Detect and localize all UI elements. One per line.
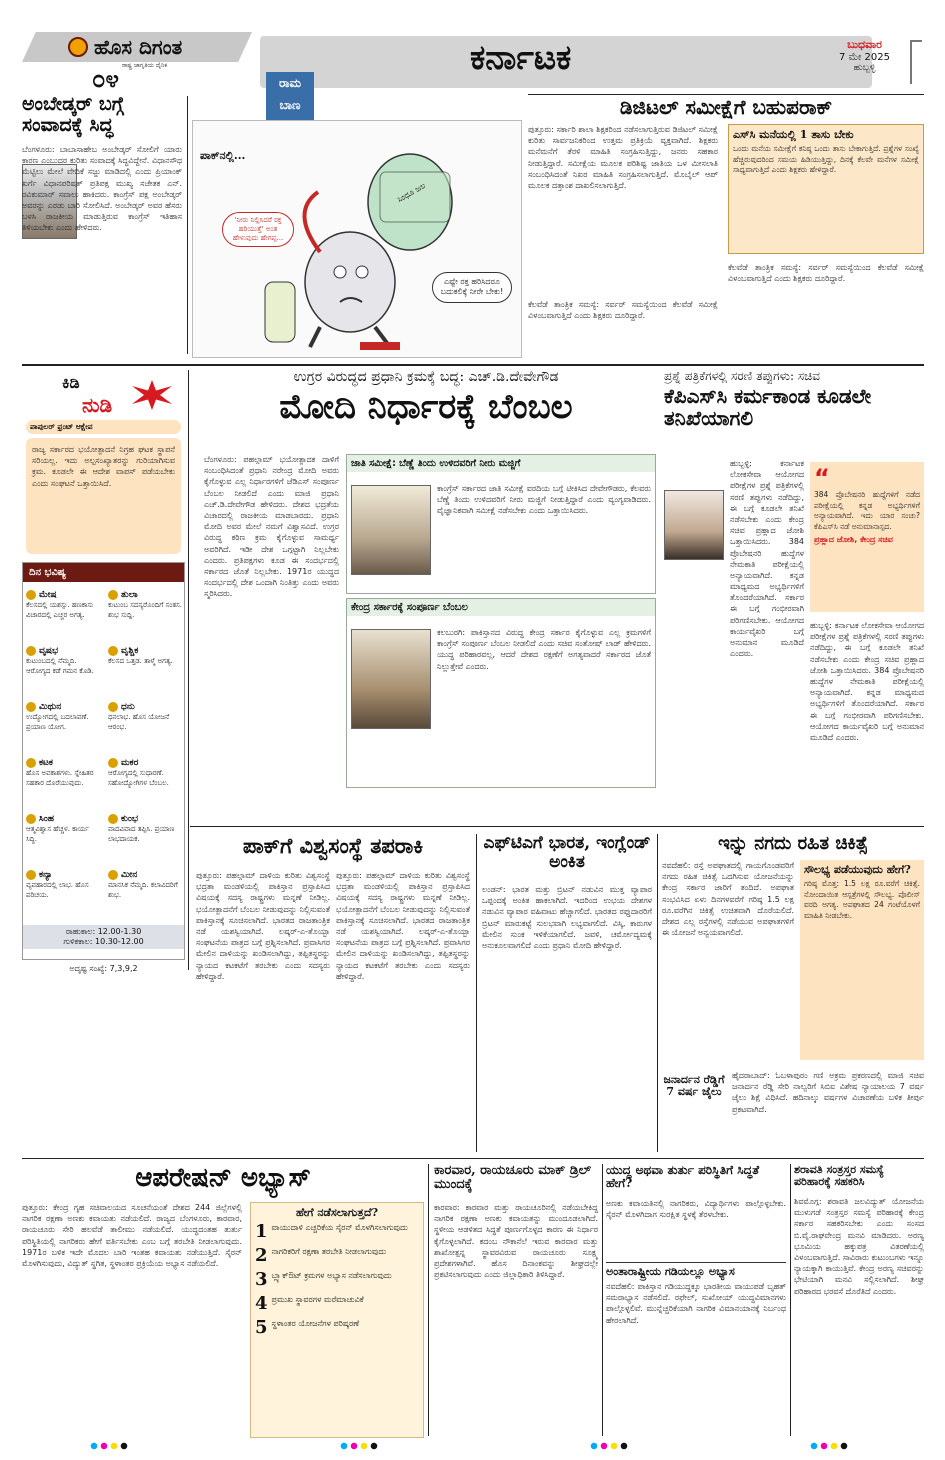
ramabaana-tag <box>266 72 314 120</box>
zodiac-icon <box>108 702 118 712</box>
modi-story <box>196 370 656 818</box>
guli-text: ಗುಳಿಕಕಾಲ: 10.30-12.00 <box>63 937 144 946</box>
horoscope-entry <box>108 701 182 755</box>
col-divider-2 <box>188 370 189 970</box>
modi-headline: ಮೋದಿ ನಿರ್ಧಾರಕ್ಕೆ ಬೆಂಬಲ <box>279 387 573 428</box>
digital-survey-story <box>528 94 924 356</box>
step-text: ಬ್ಲ್ಯಾಕ್‌ಔಟ್ ಕ್ರಮಗಳ ಅಭ್ಯಾಸ ನಡೆಸಲಾಗುವುದು <box>271 1271 392 1281</box>
cartoon-caption: ಪಾಕ್‌ನಲ್ಲಿ... <box>200 149 246 162</box>
zodiac-text: ಧನಲಾಭ. ಹೊಸ ಯೋಜನೆ ಆರಂಭ. <box>108 713 170 731</box>
caste-headline: ಜಾತಿ ಸಮೀಕ್ಷೆ: ಬೆಣ್ಣೆ ತಿಂದು ಉಳಿದವರಿಗೆ ನೀರು ಮಜ್ಜಿಗೆ <box>347 455 655 472</box>
ambedkar-body: ಬೆಂಗಳೂರು: ಬಾಬಾಸಾಹೇಬ ಅಂಬೇಡ್ಕರ್ ಸೋಲಿಗೆ ಯಾರು ಕಾರಣ ಎಂಬುದರ ಕುರಿತು ಸಂವಾದಕ್ಕೆ ಸಿದ್ಧವಿದ್ದೇನೆ. ವಿಧಾನಸೌಧ ಮೆಟ್ಟಿಲು ಮೇಲೆ ವೇದಿಕೆ ಸಜ್ಜು ಮಾಡಿದಲ್ಲಿ ಎಂದು ಪ್ರಿಯಾಂಕ್ ಖರ್ಗೆ ವಿಧಾನಪರಿಷತ್ ಪ್ರತಿಪಕ್ಷ ಮುಖ್ಯ ಸಚೇತಕ ಎನ್. ರವಿಕುಮಾರ್ ಸವಾಲು ಹಾಕಿದರು. ಕಾಂಗ್ರೆಸ್ ಪಕ್ಷ ಅಂಬೇಡ್ಕರ್ ಅವರನ್ನು ಎರಡು ಬಾರಿ ಸೋಲಿಸಿದೆ. ಅಂಬೇಡ್ಕರ್ ಅವರ ಹೆಸರು ಬಳಸಿ ರಾಜಕೀಯ ಮಾಡುತ್ತಿರುವ ಕಾಂಗ್ರೆಸ್ ಇತಿಹಾಸ ತಿಳಿಯಬೇಕು ಎಂದು ಹೇಳಿದರು. <box>22 145 182 233</box>
zodiac-name: ಸಿಂಹ <box>26 813 102 825</box>
janardhan-story <box>662 1070 924 1154</box>
horoscope-entry <box>108 645 182 699</box>
edition-city: ಹುಬ್ಬಳ್ಳಿ <box>853 63 876 73</box>
center-body: ಕಲಬುರಗಿ: ಪಾಕಿಸ್ತಾನದ ವಿರುದ್ಧ ಕೇಂದ್ರ ಸರ್ಕಾರ ಕೈಗೊಳ್ಳುವ ಎಲ್ಲ ಕ್ರಮಗಳಿಗೆ ಕಾಂಗ್ರೆಸ್ ಸಂಪೂರ್ಣ ಬೆಂಬಲ ನೀಡಲಿದೆ ಎಂದು ಸಚಿವ ಸಂತೋಷ್ ಲಾಡ್ ಹೇಳಿದರು. ಯುದ್ಧ ಪರಿಹಾರವಲ್ಲ, ಆದರೆ ದೇಶದ ರಕ್ಷಣೆಗೆ ಅಗತ್ಯವಾದರೆ ಸರ್ಕಾರದ ಜೊತೆ ನಿಲ್ಲುತ್ತೇವೆ ಎಂದರು. <box>437 628 651 671</box>
cmyk-dots-1 <box>90 1442 130 1450</box>
zodiac-text: ಉದ್ಯೋಗದಲ್ಲಿ ಬದಲಾವಣೆ. ಪ್ರಯಾಣ ಯೋಗ. <box>26 713 89 731</box>
devegowda-photo <box>351 485 431 575</box>
kpsc-headline: ಕೆಪಿಎಸ್‌ಸಿ ಕರ್ಮಕಾಂಡ ಕೂಡಲೇ ತನಿಖೆಯಾಗಲಿ <box>664 384 872 431</box>
step-text: ವಾಯುದಾಳಿ ಎಚ್ಚರಿಕೆಯ ಸೈರನ್ ಮೊಳಗಿಸಲಾಗುವುದು <box>271 1223 408 1233</box>
pak-story <box>196 834 470 1154</box>
brand-tagline: ರಾಷ್ಟ್ರ ಜಾಗೃತಿಯ ದೈನಿಕ <box>122 62 168 69</box>
kpsc-story <box>664 370 924 818</box>
zodiac-text: ಕುಟುಂಬ ಸದಸ್ಯರೊಂದಿಗೆ ಸಂತಸ. ಶುಭ ಸುದ್ದಿ. <box>108 601 182 619</box>
horoscope-entry <box>108 869 182 923</box>
corner-ornament <box>910 40 922 84</box>
janardhan-body: ಹೈದರಾಬಾದ್: ಓಬಳಾಪುರಂ ಗಣಿ ಅಕ್ರಮ ಪ್ರಕರಣದಲ್ಲಿ ಮಾಜಿ ಸಚಿವ ಜನಾರ್ದನ ರೆಡ್ಡಿ ಸೇರಿ ನಾಲ್ವರಿಗೆ ಸಿಬಿಐ ವಿಶೇಷ ನ್ಯಾಯಾಲಯ 7 ವರ್ಷ ಜೈಲು ಶಿಕ್ಷೆ ವಿಧಿಸಿದೆ. ಹದಿನಾಲ್ಕು ವರ್ಷಗಳ ವಿಚಾರಣೆಯ ಬಳಿಕ ತೀರ್ಪು ಪ್ರಕಟವಾಗಿದೆ. <box>732 1071 924 1114</box>
col-divider-5 <box>428 1164 429 1436</box>
cmyk-dots-3 <box>590 1442 630 1450</box>
top-rule <box>528 94 924 95</box>
kidi-label: ಕಿಡಿ <box>62 373 80 392</box>
kpsc-kicker: ಪ್ರಶ್ನೆ ಪತ್ರಿಕೆಗಳಲ್ಲಿ ಸರಣಿ ತಪ್ಪುಗಳು: ಸಚಿವ <box>664 369 820 383</box>
zodiac-icon <box>108 870 118 880</box>
caste-body: ಕಾಂಗ್ರೆಸ್ ಸರ್ಕಾರದ ಜಾತಿ ಸಮೀಕ್ಷೆ ವರದಿಯ ಬಗ್ಗೆ ಟೀಕಿಸಿದ ದೇವೇಗೌಡರು, ಕೆಲವರು ಬೆಣ್ಣೆ ತಿಂದು ಉಳಿದವರಿಗೆ ನೀರು ಮಜ್ಜಿಗೆ ನೀಡುತ್ತಿದ್ದಾರೆ ಎಂದು ವ್ಯಂಗ್ಯವಾಡಿದರು. ವೈಜ್ಞಾನಿಕವಾಗಿ ಸಮೀಕ್ಷೆ ನಡೆಸಬೇಕು ಎಂದು ಒತ್ತಾಯಿಸಿದರು. <box>437 484 651 516</box>
center-support-box <box>346 598 656 788</box>
zodiac-text: ಕೆಲಸದಲ್ಲಿ ಯಶಸ್ಸು. ಹಣಕಾಸು ವಿಚಾರದಲ್ಲಿ ಎಚ್ಚರ ಅಗತ್ಯ. <box>26 601 94 619</box>
horoscope-right <box>105 589 185 925</box>
zodiac-icon <box>108 590 118 600</box>
sc-box <box>728 124 924 254</box>
fta-headline: ಎಫ್‌ಟಿಎಗೆ ಭಾರತ, ಇಂಗ್ಲೆಂಡ್ ಅಂಕಿತ <box>483 833 651 872</box>
zodiac-icon <box>26 590 36 600</box>
kidi-author: ಪಾಪುಲರ್ ಫ್ರಂಟ್ ಆಕ್ಷೇಪ <box>26 420 181 434</box>
operation-body: ಪುತ್ತೂರು: ಕೇಂದ್ರ ಗೃಹ ಸಚಿವಾಲಯದ ಸೂಚನೆಯಂತೆ ದೇಶದ 244 ಜಿಲ್ಲೆಗಳಲ್ಲಿ ನಾಗರಿಕ ರಕ್ಷಣಾ ಅಣಕು ಕವಾಯತು ನಡೆಯಲಿದೆ. ರಾಜ್ಯದ ಬೆಂಗಳೂರು, ಕಾರವಾರ, ರಾಯಚೂರು ಸೇರಿ ಹಲವೆಡೆ ತಾಲೀಮು ನಡೆಯಲಿದೆ. ಯುದ್ಧದಂತಹ ತುರ್ತು ಪರಿಸ್ಥಿತಿಯಲ್ಲಿ ನಾಗರಿಕರು ಹೇಗೆ ವರ್ತಿಸಬೇಕು ಎಂಬ ಬಗ್ಗೆ ತರಬೇತಿ ನೀಡಲಾಗುವುದು. 1971ರ ಬಳಿಕ ಇದೇ ಮೊದಲ ಬಾರಿ ಇಂತಹ ಕವಾಯತು ನಡೆಯುತ್ತಿದೆ. ಸೈರನ್ ಮೊಳಗಿಸುವುದು, ವಿದ್ಯುತ್ ಸ್ಥಗಿತ, ಸ್ಥಳಾಂತರ ಪ್ರಕ್ರಿಯೆಯ ಅಭ್ಯಾಸ ನಡೆಯಲಿದೆ. <box>22 1203 242 1268</box>
zodiac-icon <box>26 646 36 656</box>
sc-headline: ಎಸ್‌ಸಿ ಮನೆಯಲ್ಲಿ 1 ತಾಸು ಬೇಕು <box>733 128 854 141</box>
pak-headline: ಪಾಕ್‌ಗೆ ವಿಶ್ವಸಂಸ್ಥೆ ತಪರಾಕಿ <box>242 833 424 858</box>
zodiac-text: ಮಾನಸಿಕ ನೆಮ್ಮದಿ. ಕಲಾವಿದರಿಗೆ ಶುಭ. <box>108 881 178 899</box>
steps-box <box>250 1202 424 1438</box>
cashless-body: ನವದೆಹಲಿ: ರಸ್ತೆ ಅಪಘಾತದಲ್ಲಿ ಗಾಯಗೊಂಡವರಿಗೆ ನಗದು ರಹಿತ ಚಿಕಿತ್ಸೆ ಒದಗಿಸುವ ಯೋಜನೆಯನ್ನು ಕೇಂದ್ರ ಸರ್ಕಾರ ಜಾರಿಗೆ ತಂದಿದೆ. ಅಪಘಾತ ಸಂಭವಿಸಿದ ಏಳು ದಿನಗಳವರೆಗೆ ಗರಿಷ್ಠ 1.5 ಲಕ್ಷ ರೂ.ವರೆಗಿನ ಚಿಕಿತ್ಸೆ ಉಚಿತವಾಗಿ ದೊರೆಯಲಿದೆ. ದೇಶದ ಎಲ್ಲ ರಸ್ತೆಗಳಲ್ಲಿ ನಡೆಯುವ ಅಪಘಾತಗಳಿಗೆ ಈ ಯೋಜನೆ ಅನ್ವಯವಾಗಲಿದೆ. <box>662 861 794 938</box>
cashless-headline: ಇನ್ನು ನಗದು ರಹಿತ ಚಿಕಿತ್ಸೆ <box>718 833 868 854</box>
karwar-headline: ಕಾರವಾರ, ರಾಯಚೂರು ಮಾಕ್ ಡ್ರಿಲ್ ಮುಂದಕ್ಕೆ <box>434 1163 592 1193</box>
joshi-photo <box>664 490 724 560</box>
ambedkar-headline: ಅಂಬೇಡ್ಕರ್ ಬಗ್ಗೆ ಸಂವಾದಕ್ಕೆ ಸಿದ್ಧ <box>22 93 124 136</box>
horoscope-entry <box>26 869 102 923</box>
horoscope-box <box>22 562 185 960</box>
steps-headline: ಹೇಗೆ ನಡೆಸಲಾಗುತ್ತದೆ? <box>295 1206 379 1219</box>
zodiac-name: ಮೀನ <box>108 869 182 881</box>
step-item <box>255 1223 419 1241</box>
operation-story <box>22 1164 424 1440</box>
brand-name: ಹೊಸ ದಿಗಂತ <box>94 35 183 59</box>
quote-icon: “ <box>814 464 830 492</box>
zodiac-text: ಹೊಸ ಅವಕಾಶಗಳು. ಸ್ನೇಹಿತರ ಸಹಕಾರ ದೊರೆಯುವುದು. <box>26 769 94 787</box>
digital-body-cont: ಕೆಲವೆಡೆ ತಾಂತ್ರಿಕ ಸಮಸ್ಯೆ: ಸರ್ವರ್ ಸಮಸ್ಯೆಯಿಂದ ಕೆಲವೆಡೆ ಸಮೀಕ್ಷೆ ವಿಳಂಬವಾಗುತ್ತಿದೆ ಎಂದು ಶಿಕ್ಷಕರು ದೂರಿದ್ದಾರೆ. <box>728 263 924 284</box>
horoscope-entry <box>26 757 102 811</box>
step-item <box>255 1319 419 1337</box>
nudi-label: ನುಡಿ <box>82 393 113 417</box>
speech-bubble-left: 'ನೀರು ನಿಲ್ಲಿಸಿದರೆ ರಕ್ತ ಹರಿಯುತ್ತೆ' ಅಂತ ಹೇಳುವುದು ಹೇಗಪ್ಪ... <box>222 212 294 247</box>
step-text: ನಾಗರಿಕರಿಗೆ ರಕ್ಷಣಾ ತರಬೇತಿ ನೀಡಲಾಗುವುದು <box>271 1247 387 1257</box>
operation-headline: ಆಪರೇಷನ್ ಅಭ್ಯಾಸ್ <box>135 1163 311 1193</box>
horoscope-entry <box>26 589 102 643</box>
step-number: 5 <box>255 1319 268 1338</box>
step-number: 1 <box>255 1223 268 1242</box>
border-exercise-box <box>606 1262 786 1438</box>
sharavathi-body: ಶಿವಮೊಗ್ಗ: ಶರಾವತಿ ಜಲವಿದ್ಯುತ್ ಯೋಜನೆಯ ಮುಳುಗಡೆ ಸಂತ್ರಸ್ತರ ಸಮಸ್ಯೆ ಪರಿಹಾರಕ್ಕೆ ಕೇಂದ್ರ ಸರ್ಕಾರ ಸಹಕರಿಸಬೇಕು ಎಂದು ಸಂಸದ ಬಿ.ವೈ.ರಾಘವೇಂದ್ರ ಮನವಿ ಮಾಡಿದರು. ಅರಣ್ಯ ಭೂಮಿಯ ಹಕ್ಕುಪತ್ರ ವಿತರಣೆಯಲ್ಲಿ ವಿಳಂಬವಾಗುತ್ತಿದೆ. ಸಾವಿರಾರು ಕುಟುಂಬಗಳು ಇನ್ನೂ ನ್ಯಾಯಕ್ಕಾಗಿ ಕಾಯುತ್ತಿವೆ. ಕೇಂದ್ರ ಅರಣ್ಯ ಸಚಿವರನ್ನು ಭೇಟಿಯಾಗಿ ಮನವಿ ಸಲ್ಲಿಸಲಾಗಿದೆ. ಶೀಘ್ರ ಪರಿಹಾರದ ಭರವಸೆ ದೊರೆತಿದೆ ಎಂದರು. <box>794 1197 924 1296</box>
date-block <box>822 38 907 73</box>
zodiac-name: ಮಕರ <box>108 757 182 769</box>
digital-sub: ಕೆಲವೆಡೆ ತಾಂತ್ರಿಕ ಸಮಸ್ಯೆ: ಸರ್ವರ್ ಸಮಸ್ಯೆಯಿಂದ ಕೆಲವೆಡೆ ಸಮೀಕ್ಷೆ ವಿಳಂಬವಾಗುತ್ತಿದೆ ಎಂದು ಶಿಕ್ಷಕರು ದೂರಿದ್ದಾರೆ. <box>528 300 718 321</box>
digital-body: ಪುತ್ತೂರು: ಸರ್ಕಾರಿ ಶಾಲಾ ಶಿಕ್ಷಕರಿಂದ ನಡೆಸಲಾಗುತ್ತಿರುವ ಡಿಜಿಟಲ್ ಸಮೀಕ್ಷೆ ಕುರಿತು ಸಾರ್ವಜನಿಕರಿಂದ ಉತ್ತಮ ಪ್ರತಿಕ್ರಿಯೆ ವ್ಯಕ್ತವಾಗಿದೆ. ಶಿಕ್ಷಕರು ಮನೆಮನೆಗೆ ತೆರಳಿ ಮಾಹಿತಿ ಸಂಗ್ರಹಿಸುತ್ತಿದ್ದು, ಜನರು ಸಹಕಾರ ನೀಡುತ್ತಿದ್ದಾರೆ. ಸಮೀಕ್ಷೆಯ ಮೂಲಕ ಪರಿಶಿಷ್ಟ ಜಾತಿಯ ಒಳ ಮೀಸಲಾತಿ ಸಂಬಂಧಿಸಿದಂತೆ ನಿಖರ ಮಾಹಿತಿ ಸಂಗ್ರಹಿಸಲಾಗುತ್ತಿದೆ. ಮೊಬೈಲ್ ಆಪ್ ಮೂಲಕ ದತ್ತಾಂಶ ದಾಖಲಿಸಲಾಗುತ್ತಿದೆ. <box>528 125 718 190</box>
sharavathi-headline: ಶರಾವತಿ ಸಂತ್ರಸ್ತರ ಸಮಸ್ಯೆ ಪರಿಹಾರಕ್ಕೆ ಸಹಕರಿಸಿ <box>794 1163 884 1189</box>
zodiac-text: ವಾದವಿವಾದ ತಪ್ಪಿಸಿ. ಪ್ರಯಾಣ ಲಾಭದಾಯಕ. <box>108 825 175 843</box>
horoscope-left <box>23 589 105 925</box>
santosh-lad-photo <box>351 629 431 729</box>
step-item <box>255 1247 419 1265</box>
horoscope-entry <box>26 701 102 755</box>
caste-box <box>346 454 656 594</box>
war-story <box>606 1164 786 1440</box>
zodiac-name: ಕನ್ಯಾ <box>26 869 102 881</box>
spark-icon <box>132 380 172 410</box>
karwar-body: ಕಾರವಾರ: ಕಾರವಾರ ಮತ್ತು ರಾಯಚೂರಿನಲ್ಲಿ ನಡೆಯಬೇಕಿದ್ದ ನಾಗರಿಕ ರಕ್ಷಣಾ ಅಣಕು ಕವಾಯತನ್ನು ಮುಂದೂಡಲಾಗಿದೆ. ಸ್ಥಳೀಯ ಆಡಳಿತದ ಸಿದ್ಧತೆ ಪೂರ್ಣಗೊಳ್ಳದ ಕಾರಣ ಈ ನಿರ್ಧಾರ ಕೈಗೊಳ್ಳಲಾಗಿದೆ. ಕದಂಬ ನೌಕಾನೆಲೆ ಇರುವ ಕಾರವಾರ ಮತ್ತು ಶಾಖೋತ್ಪನ್ನ ಸ್ಥಾವರವಿರುವ ರಾಯಚೂರು ಸೂಕ್ಷ್ಮ ಪ್ರದೇಶಗಳಾಗಿವೆ. ಹೊಸ ದಿನಾಂಕವನ್ನು ಶೀಘ್ರದಲ್ಲೇ ಪ್ರಕಟಿಸಲಾಗುವುದು ಎಂದು ಜಿಲ್ಲಾಧಿಕಾರಿ ತಿಳಿಸಿದ್ದಾರೆ. <box>434 1203 598 1280</box>
modi-body: ಬೆಂಗಳೂರು: ಪಹಲ್ಗಾಮ್ ಭಯೋತ್ಪಾದಕ ದಾಳಿಗೆ ಸಂಬಂಧಿಸಿದಂತೆ ಪ್ರಧಾನಿ ನರೇಂದ್ರ ಮೋದಿ ಅವರು ಕೈಗೊಳ್ಳುವ ಎಲ್ಲ ನಿರ್ಧಾರಗಳಿಗೆ ಜೆಡಿಎಸ್ ಸಂಪೂರ್ಣ ಬೆಂಬಲ ನೀಡಲಿದೆ ಎಂದು ಮಾಜಿ ಪ್ರಧಾನಿ ಎಚ್.ಡಿ.ದೇವೇಗೌಡ ಹೇಳಿದರು. ದೇಶದ ಭದ್ರತೆಯ ವಿಚಾರದಲ್ಲಿ ರಾಜಕೀಯ ಮಾಡಬಾರದು. ಪ್ರಧಾನಿ ಮೋದಿ ಅವರ ಮೇಲೆ ನಮಗೆ ವಿಶ್ವಾಸವಿದೆ. ಉಗ್ರರ ವಿರುದ್ಧ ಕಠಿಣ ಕ್ರಮ ಕೈಗೊಳ್ಳುವ ಸಾಮರ್ಥ್ಯ ಅವರಿಗಿದೆ. ಇಡೀ ದೇಶ ಒಗ್ಗಟ್ಟಾಗಿ ನಿಲ್ಲಬೇಕು ಎಂದರು. ಪ್ರತಿಪಕ್ಷಗಳು ಕೂಡ ಈ ಸಂದರ್ಭದಲ್ಲಿ ಸರ್ಕಾರದ ಜೊತೆ ನಿಲ್ಲಬೇಕು. 1971ರ ಯುದ್ಧದ ಸಂದರ್ಭದಲ್ಲಿ ದೇಶ ಒಂದಾಗಿ ನಿಂತಿತ್ತು ಎಂದು ಅವರು ಸ್ಮರಿಸಿದರು. <box>204 455 339 599</box>
benefit-body: ಗರಿಷ್ಠ ಮೊತ್ತ: 1.5 ಲಕ್ಷ ರೂ.ವರೆಗೆ ಚಿಕಿತ್ಸೆ. ನೋಂದಾಯಿತ ಆಸ್ಪತ್ರೆಗಳಲ್ಲಿ ಸೌಲಭ್ಯ. ಪೊಲೀಸ್ ವರದಿ ಅಗತ್ಯ. ಅಪಘಾತದ 24 ಗಂಟೆಯೊಳಗೆ ಮಾಹಿತಿ ನೀಡಬೇಕು. <box>804 879 920 920</box>
zodiac-name: ವೃಷಭ <box>26 645 102 657</box>
benefit-box <box>800 860 924 1060</box>
weekday: ಬುಧವಾರ <box>847 38 882 51</box>
fta-story <box>482 834 652 1154</box>
zodiac-icon <box>26 814 36 824</box>
pak-body-cont: ಪುತ್ತೂರು: ಪಹಲ್ಗಾಮ್ ದಾಳಿಯ ಕುರಿತು ವಿಶ್ವಸಂಸ್ಥೆ ಭದ್ರತಾ ಮಂಡಳಿಯಲ್ಲಿ ಪಾಕಿಸ್ತಾನ ಪ್ರಸ್ತಾಪಿಸಿದ ವಿಷಯಕ್ಕೆ ಸದಸ್ಯ ರಾಷ್ಟ್ರಗಳು ಮನ್ನಣೆ ನೀಡಿಲ್ಲ. ಭಯೋತ್ಪಾದನೆಗೆ ಬೆಂಬಲ ನೀಡುವುದನ್ನು ನಿಲ್ಲಿಸುವಂತೆ ಪಾಕಿಸ್ತಾನಕ್ಕೆ ಸೂಚಿಸಲಾಗಿದೆ. ಭಾರತದ ರಾಜತಾಂತ್ರಿಕ ನಡೆ ಯಶಸ್ವಿಯಾಗಿದೆ. ಲಷ್ಕರ್-ಎ-ತೊಯ್ಬಾ ಸಂಘಟನೆಯ ಪಾತ್ರದ ಬಗ್ಗೆ ಪ್ರಶ್ನಿಸಲಾಗಿದೆ. ಪ್ರವಾಸಿಗರ ಮೇಲಿನ ದಾಳಿಯನ್ನು ಖಂಡಿಸಲಾಗಿದ್ದು, ತಪ್ಪಿತಸ್ಥರನ್ನು ನ್ಯಾಯದ ಕಟಕಟೆಗೆ ತರಬೇಕು ಎಂದು ಸದಸ್ಯರು ಹೇಳಿದ್ದಾರೆ. <box>336 871 470 981</box>
zodiac-name: ತುಲಾ <box>108 589 182 601</box>
zodiac-icon <box>26 702 36 712</box>
zodiac-text: ಕುಟುಂಬದಲ್ಲಿ ನೆಮ್ಮದಿ. ಆರೋಗ್ಯದ ಕಡೆ ಗಮನ ಕೊಡಿ. <box>26 657 94 675</box>
border-headline: ಅಂತಾರಾಷ್ಟ್ರೀಯ ಗಡಿಯಲ್ಲೂ ಅಭ್ಯಾಸ <box>606 1265 735 1278</box>
kidi-body <box>26 438 181 554</box>
zodiac-text: ಕೆಲಸದ ಒತ್ತಡ. ತಾಳ್ಮೆ ಅಗತ್ಯ. <box>108 657 173 666</box>
zodiac-icon <box>108 646 118 656</box>
row-divider <box>22 364 924 366</box>
horoscope-entry <box>108 813 182 867</box>
lotus-icon <box>68 37 88 57</box>
col-divider-3 <box>476 834 477 1152</box>
horoscope-entry <box>108 589 182 643</box>
modi-kicker: ಉಗ್ರರ ವಿರುದ್ಧದ ಪ್ರಧಾನಿ ಕ್ರಮಕ್ಕೆ ಬದ್ಧ: ಎಚ್.ಡಿ.ದೇವೇಗೌಡ <box>293 369 559 385</box>
col-divider-6 <box>602 1164 603 1436</box>
war-headline: ಯುದ್ಧ ಅಥವಾ ತುರ್ತು ಪರಿಸ್ಥಿತಿಗೆ ಸಿದ್ಧತೆ ಹೇಗೆ? <box>606 1163 760 1191</box>
col-divider-7 <box>790 1164 791 1436</box>
steps-list <box>255 1223 419 1337</box>
zodiac-name: ಕುಂಭ <box>108 813 182 825</box>
col-divider <box>187 96 188 354</box>
zodiac-icon <box>108 814 118 824</box>
zodiac-icon <box>26 758 36 768</box>
cashless-story <box>662 834 924 1064</box>
digital-headline: ಡಿಜಿಟಲ್ ಸಮೀಕ್ಷೆಗೆ ಬಹುಪರಾಕ್ <box>619 95 833 119</box>
step-text: ಸ್ಥಳಾಂತರ ಯೋಜನೆಗಳ ಪರಿಷ್ಕರಣೆ <box>271 1319 360 1329</box>
step-item <box>255 1271 419 1289</box>
print-marks <box>90 1442 850 1452</box>
pak-body: ಪುತ್ತೂರು: ಪಹಲ್ಗಾಮ್ ದಾಳಿಯ ಕುರಿತು ವಿಶ್ವಸಂಸ್ಥೆ ಭದ್ರತಾ ಮಂಡಳಿಯಲ್ಲಿ ಪಾಕಿಸ್ತಾನ ಪ್ರಸ್ತಾಪಿಸಿದ ವಿಷಯಕ್ಕೆ ಸದಸ್ಯ ರಾಷ್ಟ್ರಗಳು ಮನ್ನಣೆ ನೀಡಿಲ್ಲ. ಭಯೋತ್ಪಾದನೆಗೆ ಬೆಂಬಲ ನೀಡುವುದನ್ನು ನಿಲ್ಲಿಸುವಂತೆ ಪಾಕಿಸ್ತಾನಕ್ಕೆ ಸೂಚಿಸಲಾಗಿದೆ. ಭಾರತದ ರಾಜತಾಂತ್ರಿಕ ನಡೆ ಯಶಸ್ವಿಯಾಗಿದೆ. ಲಷ್ಕರ್-ಎ-ತೊಯ್ಬಾ ಸಂಘಟನೆಯ ಪಾತ್ರದ ಬಗ್ಗೆ ಪ್ರಶ್ನಿಸಲಾಗಿದೆ. ಪ್ರವಾಸಿಗರ ಮೇಲಿನ ದಾಳಿಯನ್ನು ಖಂಡಿಸಲಾಗಿದ್ದು, ತಪ್ಪಿತಸ್ಥರನ್ನು ನ್ಯಾಯದ ಕಟಕಟೆಗೆ ತರಬೇಕು ಎಂದು ಸದಸ್ಯರು ಹೇಳಿದ್ದಾರೆ. <box>196 871 330 981</box>
horoscope-entry <box>26 813 102 867</box>
kpsc-body-cont: ಹುಬ್ಬಳ್ಳಿ: ಕರ್ನಾಟಕ ಲೋಕಸೇವಾ ಆಯೋಗದ ಪರೀಕ್ಷೆಗಳ ಪ್ರಶ್ನೆ ಪತ್ರಿಕೆಗಳಲ್ಲಿ ಸರಣಿ ತಪ್ಪುಗಳು ನಡೆದಿದ್ದು, ಈ ಬಗ್ಗೆ ಕೂಡಲೇ ತನಿಖೆ ನಡೆಸಬೇಕು ಎಂದು ಕೇಂದ್ರ ಸಚಿವ ಪ್ರಹ್ಲಾದ ಜೋಶಿ ಒತ್ತಾಯಿಸಿದರು. 384 ಪ್ರೊಬೇಷನರಿ ಹುದ್ದೆಗಳ ನೇಮಕಾತಿ ಪರೀಕ್ಷೆಯಲ್ಲಿ ಅನ್ಯಾಯವಾಗಿದೆ. ಕನ್ನಡ ಮಾಧ್ಯಮದ ಅಭ್ಯರ್ಥಿಗಳಿಗೆ ತೊಂದರೆಯಾಗಿದೆ. ಸರ್ಕಾರ ಈ ಬಗ್ಗೆ ಗಂಭೀರವಾಗಿ ಪರಿಗಣಿಸಬೇಕು. ಆಯೋಗದ ಕಾರ್ಯವೈಖರಿ ಬಗ್ಗೆ ಅನುಮಾನ ಮೂಡಿದೆ ಎಂದರು. <box>810 621 924 742</box>
step-number: 4 <box>255 1295 268 1314</box>
zodiac-icon <box>108 758 118 768</box>
pot-label: ಸಿಂಧೂ ಜಲ <box>395 180 428 205</box>
center-headline: ಕೇಂದ್ರ ಸರ್ಕಾರಕ್ಕೆ ಸಂಪೂರ್ಣ ಬೆಂಬಲ <box>347 599 655 616</box>
janardhan-label: ಜನಾರ್ದನ ರೆಡ್ಡಿಗೆ 7 ವರ್ಷ ಜೈಲು <box>663 1073 725 1099</box>
tag-line-2: ಬಾಣ <box>279 98 301 112</box>
zodiac-name: ಮೇಷ <box>26 589 102 601</box>
step-item <box>255 1295 419 1313</box>
quote-by: ಪ್ರಹ್ಲಾದ ಜೋಶಿ, ಕೇಂದ್ರ ಸಚಿವ <box>814 535 893 544</box>
zodiac-icon <box>26 870 36 880</box>
page-number: ೦೪ <box>92 64 119 93</box>
border-body: ನವದೆಹಲಿ: ಪಾಕಿಸ್ತಾನ ಗಡಿಯುದ್ದಕ್ಕೂ ಭಾರತೀಯ ವಾಯುಪಡೆ ಬೃಹತ್ ಸಮರಾಭ್ಯಾಸ ನಡೆಸಲಿದೆ. ರಫೇಲ್, ಸುಖೋಯ್ ಯುದ್ಧವಿಮಾನಗಳು ಪಾಲ್ಗೊಳ್ಳಲಿವೆ. ಮುನ್ನೆಚ್ಚರಿಕೆಯಾಗಿ ನಾಗರಿಕ ವಿಮಾನಯಾನಕ್ಕೆ ನಿರ್ಬಂಧ ಹೇರಲಾಗಿದೆ. <box>606 1282 786 1325</box>
zodiac-name: ಕಟಕ <box>26 757 102 769</box>
rahu-text: ರಾಹುಕಾಲ: 12.00-1.30 <box>65 927 142 936</box>
step-number: 3 <box>255 1271 268 1290</box>
horoscope-entry <box>26 645 102 699</box>
zodiac-name: ಮಿಥುನ <box>26 701 102 713</box>
date: 7 ಮೇ 2025 <box>839 52 890 63</box>
zodiac-text: ಆರೋಗ್ಯದಲ್ಲಿ ಸುಧಾರಣೆ. ಸಹೋದ್ಯೋಗಿಗಳ ಬೆಂಬಲ. <box>108 769 169 787</box>
cmyk-dots-2 <box>340 1442 380 1450</box>
speech-bubble-right: ಎಷ್ಟೇ ರಕ್ತ ಹರಿಸಿದರೂ ಬದುಕಲಿಕ್ಕೆ ನೀರೇ ಬೇಕು! <box>432 272 512 303</box>
zodiac-name: ವೃಶ್ಚಿಕ <box>108 645 182 657</box>
cmyk-dots-4 <box>810 1442 850 1450</box>
sharavathi-story <box>794 1164 924 1440</box>
cartoon-box <box>192 72 522 358</box>
zodiac-text: ಆತ್ಮವಿಶ್ವಾಸ ಹೆಚ್ಚಳ. ಕಾರ್ಯ ಸಿದ್ಧಿ. <box>26 825 89 843</box>
zodiac-text: ವ್ಯವಹಾರದಲ್ಲಿ ಲಾಭ. ಹೊಸ ಪರಿಚಯ. <box>26 881 89 899</box>
horoscope-title: ದಿನ ಭವಿಷ್ಯ <box>23 563 184 582</box>
karwar-story <box>434 1164 598 1440</box>
ambedkar-story <box>22 94 182 356</box>
lucky-number: ಅದೃಷ್ಟ ಸಂಖ್ಯೆ: 7,3,9,2 <box>69 964 138 973</box>
fta-body: ಲಂಡನ್: ಭಾರತ ಮತ್ತು ಬ್ರಿಟನ್ ನಡುವಿನ ಮುಕ್ತ ವ್ಯಾಪಾರ ಒಪ್ಪಂದಕ್ಕೆ ಅಂಕಿತ ಹಾಕಲಾಗಿದೆ. ಇದರಿಂದ ಉಭಯ ದೇಶಗಳ ನಡುವಿನ ವ್ಯಾಪಾರ ವಹಿವಾಟು ಹೆಚ್ಚಾಗಲಿದೆ. ಭಾರತದ ರಫ್ತುದಾರರಿಗೆ ಬ್ರಿಟನ್ ಮಾರುಕಟ್ಟೆ ಸುಲಭವಾಗಿ ಲಭ್ಯವಾಗಲಿದೆ. ವಿಸ್ಕಿ, ಕಾರುಗಳ ಮೇಲಿನ ಸುಂಕ ಇಳಿಕೆಯಾಗಲಿದೆ. ಜವಳಿ, ಚರ್ಮೋದ್ಯಮಕ್ಕೆ ಅನುಕೂಲವಾಗಲಿದೆ ಎಂದು ಪ್ರಧಾನಿ ಮೋದಿ ಹೇಳಿದ್ದಾರೆ. <box>482 885 652 950</box>
kpsc-body: ಹುಬ್ಬಳ್ಳಿ: ಕರ್ನಾಟಕ ಲೋಕಸೇವಾ ಆಯೋಗದ ಪರೀಕ್ಷೆಗಳ ಪ್ರಶ್ನೆ ಪತ್ರಿಕೆಗಳಲ್ಲಿ ಸರಣಿ ತಪ್ಪುಗಳು ನಡೆದಿದ್ದು, ಈ ಬಗ್ಗೆ ಕೂಡಲೇ ತನಿಖೆ ನಡೆಸಬೇಕು ಎಂದು ಕೇಂದ್ರ ಸಚಿವ ಪ್ರಹ್ಲಾದ ಜೋಶಿ ಒತ್ತಾಯಿಸಿದರು. 384 ಪ್ರೊಬೇಷನರಿ ಹುದ್ದೆಗಳ ನೇಮಕಾತಿ ಪರೀಕ್ಷೆಯಲ್ಲಿ ಅನ್ಯಾಯವಾಗಿದೆ. ಕನ್ನಡ ಮಾಧ್ಯಮದ ಅಭ್ಯರ್ಥಿಗಳಿಗೆ ತೊಂದರೆಯಾಗಿದೆ. ಸರ್ಕಾರ ಈ ಬಗ್ಗೆ ಗಂಭೀರವಾಗಿ ಪರಿಗಣಿಸಬೇಕು. ಆಯೋಗದ ಕಾರ್ಯವೈಖರಿ ಬಗ್ಗೆ ಅನುಮಾನ ಮೂಡಿದೆ ಎಂದರು. <box>730 459 804 659</box>
row-divider-3 <box>22 1158 924 1159</box>
joshi-quote <box>810 462 924 612</box>
tag-line-1: ರಾಮ <box>279 76 301 90</box>
kidi-text: ರಾಜ್ಯ ಸರ್ಕಾರದ ಭಯೋತ್ಪಾದನೆ ನಿಗ್ರಹ ಘಟಕ ಸ್ಥಾಪನೆ ಸರಿಯಲ್ಲ. ಇದು ಅಲ್ಪಸಂಖ್ಯಾತರನ್ನು ಗುರಿಯಾಗಿಸುವ ಕ್ರಮ. ಕೂಡಲೇ ಈ ಆದೇಶ ವಾಪಸ್ ಪಡೆಯಬೇಕು ಎಂದು ಸಂಘಟನೆ ಒತ್ತಾಯಿಸಿದೆ. <box>32 445 175 488</box>
sc-body: ಒಂದು ಮನೆಯ ಸಮೀಕ್ಷೆಗೆ ಕನಿಷ್ಠ ಒಂದು ತಾಸು ಬೇಕಾಗುತ್ತಿದೆ. ಪ್ರಶ್ನೆಗಳ ಸಂಖ್ಯೆ ಹೆಚ್ಚಿರುವುದರಿಂದ ಸಮಯ ಹಿಡಿಯುತ್ತಿದ್ದು, ದಿನಕ್ಕೆ ಕೆಲವೇ ಮನೆಗಳ ಸಮೀಕ್ಷೆ ಸಾಧ್ಯವಾಗುತ್ತಿದೆ ಎಂದು ಶಿಕ್ಷಕರು ಹೇಳಿದ್ದಾರೆ. <box>733 144 919 175</box>
benefit-headline: ಸೌಲಭ್ಯ ಪಡೆಯುವುದು ಹೇಗೆ? <box>804 863 911 876</box>
rahu-kala <box>23 925 184 949</box>
horoscope-entry <box>108 757 182 811</box>
quote-text: 384 ಪ್ರೊಬೇಷನರಿ ಹುದ್ದೆಗಳಿಗೆ ನಡೆದ ಪರೀಕ್ಷೆಯಲ್ಲಿ ಕನ್ನಡ ಅಭ್ಯರ್ಥಿಗಳಿಗೆ ಅನ್ಯಾಯವಾಗಿದೆ. ಇದು ಯಾರ ಸಂಚು? ಕೆಪಿಎಸ್‌ಸಿ ನಡೆ ಅನುಮಾನಾಸ್ಪದ. <box>814 490 920 531</box>
section-title: ಕರ್ನಾಟಕ <box>470 38 572 78</box>
zodiac-name: ಧನು <box>108 701 182 713</box>
step-text: ಪ್ರಮುಖ ಸ್ಥಾವರಗಳ ಮರೆಮಾಚುವಿಕೆ <box>271 1295 364 1305</box>
kidi-nudi-box <box>22 370 185 558</box>
row-divider-2 <box>190 826 924 827</box>
col-divider-4 <box>657 834 658 1152</box>
war-body: ಅಣಕು ಕವಾಯತಿನಲ್ಲಿ ನಾಗರಿಕರು, ವಿದ್ಯಾರ್ಥಿಗಳು ಪಾಲ್ಗೊಳ್ಳಬೇಕು. ಸೈರನ್ ಮೊಳಗಿದಾಗ ಸುರಕ್ಷಿತ ಸ್ಥಳಕ್ಕೆ ತೆರಳಬೇಕು. <box>606 1199 786 1220</box>
step-number: 2 <box>255 1247 268 1266</box>
